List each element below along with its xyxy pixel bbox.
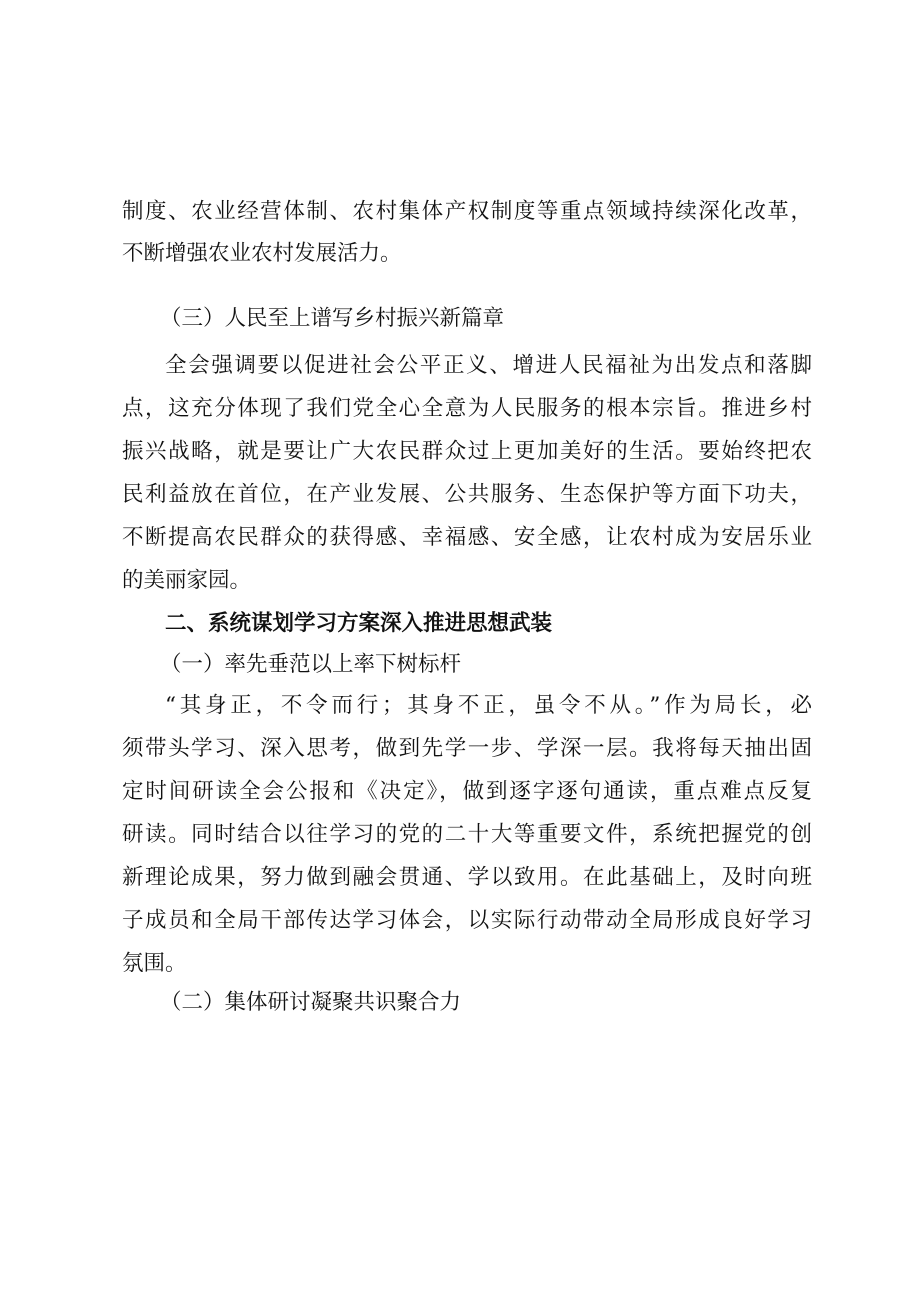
section-3-paragraph-line: 点，这充分体现了我们党全心全意为人民服务的根本宗旨。推进乡村 — [122, 396, 812, 421]
intro-paragraph-line: 不断增强农业农村发展活力。 — [122, 241, 402, 266]
section-3-title: （三）人民至上谱写乡村振兴新篇章 — [160, 306, 505, 331]
section-3-paragraph-line: 全会强调要以促进社会公平正义、增进人民福祉为出发点和落脚 — [165, 353, 812, 378]
subsection-2-title: （二）集体研讨凝聚共识聚合力 — [160, 990, 462, 1015]
section-3-paragraph-line: 民利益放在首位，在产业发展、公共服务、生态保护等方面下功夫， — [122, 482, 812, 507]
intro-paragraph-line: 制度、农业经营体制、农村集体产权制度等重点领域持续深化改革， — [122, 199, 812, 224]
section-3-paragraph-line: 不断提高农民群众的获得感、幸福感、安全感，让农村成为安居乐业 — [122, 525, 812, 550]
subsection-1-paragraph-line: 研读。同时结合以往学习的党的二十大等重要文件，系统把握党的创 — [122, 822, 812, 847]
subsection-1-paragraph-line: “其身正，不令而行；其身不正，虽令不从。”作为局长，必 — [165, 693, 812, 718]
subsection-1-paragraph-line: 须带头学习、深入思考，做到先学一步、学深一层。我将每天抽出固 — [122, 736, 812, 761]
subsection-1-paragraph-line: 定时间研读全会公报和《决定》，做到逐字逐句通读，重点难点反复 — [122, 779, 812, 804]
subsection-1-paragraph-line: 新理论成果，努力做到融会贯通、学以致用。在此基础上，及时向班 — [122, 865, 812, 890]
section-3-paragraph-line: 振兴战略，就是要让广大农民群众过上更加美好的生活。要始终把农 — [122, 439, 812, 464]
subsection-1-title: （一）率先垂范以上率下树标杆 — [160, 652, 462, 677]
section-3-paragraph-line: 的美丽家园。 — [122, 568, 252, 593]
section-heading-2: 二、系统谋划学习方案深入推进思想武装 — [165, 611, 553, 636]
subsection-1-paragraph-line: 子成员和全局干部传达学习体会，以实际行动带动全局形成良好学习 — [122, 908, 812, 933]
subsection-1-paragraph-line: 氛围。 — [122, 951, 187, 976]
